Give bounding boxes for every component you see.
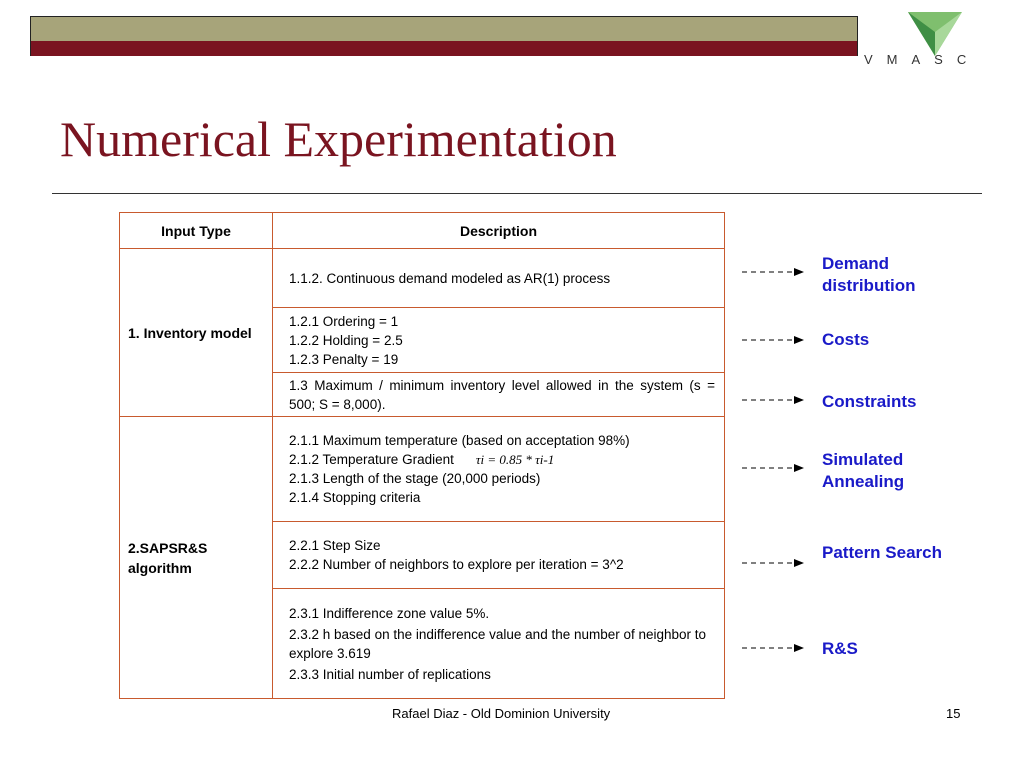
- title-divider: [52, 193, 982, 194]
- group-label: 2.SAPSR&S algorithm: [128, 539, 208, 576]
- dashed-arrow-icon: [742, 395, 804, 405]
- row-rs: [272, 588, 725, 699]
- dashed-arrow-icon: [742, 463, 804, 473]
- header-bar-maroon: [31, 41, 857, 56]
- slide-title: Numerical Experimentation: [60, 111, 617, 167]
- row-text: 2.3.3 Initial number of replications: [289, 666, 491, 682]
- footer-author: Rafael Diaz - Old Dominion University: [392, 706, 611, 721]
- row-constraints: [272, 372, 725, 417]
- row-text: 1.2.1 Ordering = 1: [289, 313, 399, 329]
- row-text: 2.1.4 Stopping criteria: [289, 490, 421, 505]
- row-text: 1.2.3 Penalty = 19: [289, 351, 399, 367]
- logo-text: VMASC: [864, 52, 981, 67]
- group-sapsr-algorithm: [119, 416, 273, 699]
- header-bar-olive: [31, 17, 857, 41]
- row-text: 2.3.1 Indifference zone value 5%.: [289, 605, 490, 621]
- row-simulated-annealing: [272, 416, 725, 522]
- label-demand-distribution: Demand distribution: [822, 254, 916, 295]
- row-text: 2.2.2 Number of neighbors to explore per iteration = 3^2: [289, 557, 624, 572]
- row-text: 2.2.1 Step Size: [289, 538, 381, 553]
- header-input-type: Input Type: [119, 212, 273, 249]
- row-demand: [272, 248, 725, 308]
- group-label: 1. Inventory model: [128, 324, 252, 341]
- temperature-formula: τi = 0.85 * τi-1: [475, 452, 555, 467]
- group-inventory-model: [119, 248, 273, 417]
- row-text: 1.2.2 Holding = 2.5: [289, 332, 403, 348]
- label-constraints: Constraints: [822, 392, 917, 411]
- row-text: 2.3.2 h based on the indifference value and the number of neighbor to explore 3.619: [289, 626, 707, 661]
- dashed-arrow-icon: [742, 335, 804, 345]
- row-text: 2.1.2 Temperature Gradient: [289, 452, 454, 467]
- row-text: 2.1.3 Length of the stage (20,000 periods): [289, 471, 541, 486]
- row-costs: [272, 307, 725, 373]
- dashed-arrow-icon: [742, 643, 804, 653]
- header-bar: [30, 16, 858, 56]
- page-number: 15: [946, 706, 961, 721]
- label-simulated-annealing: Simulated Annealing: [822, 450, 905, 491]
- label-rs: R&S: [822, 639, 858, 658]
- row-text-with-formula: [289, 450, 715, 469]
- dashed-arrow-icon: [742, 558, 804, 568]
- row-pattern-search: [272, 521, 725, 589]
- label-pattern-search: Pattern Search: [822, 543, 942, 562]
- row-text: 1.1.2. Continuous demand modeled as AR(1) process: [289, 270, 611, 286]
- label-costs: Costs: [822, 330, 870, 349]
- row-text: 1.3 Maximum / minimum inventory level allowed in the system (s = 500; S = 8,000).: [289, 377, 715, 412]
- header-description: Description: [272, 212, 725, 249]
- row-text: 2.1.1 Maximum temperature (based on acceptation 98%): [289, 433, 630, 448]
- dashed-arrow-icon: [742, 267, 804, 277]
